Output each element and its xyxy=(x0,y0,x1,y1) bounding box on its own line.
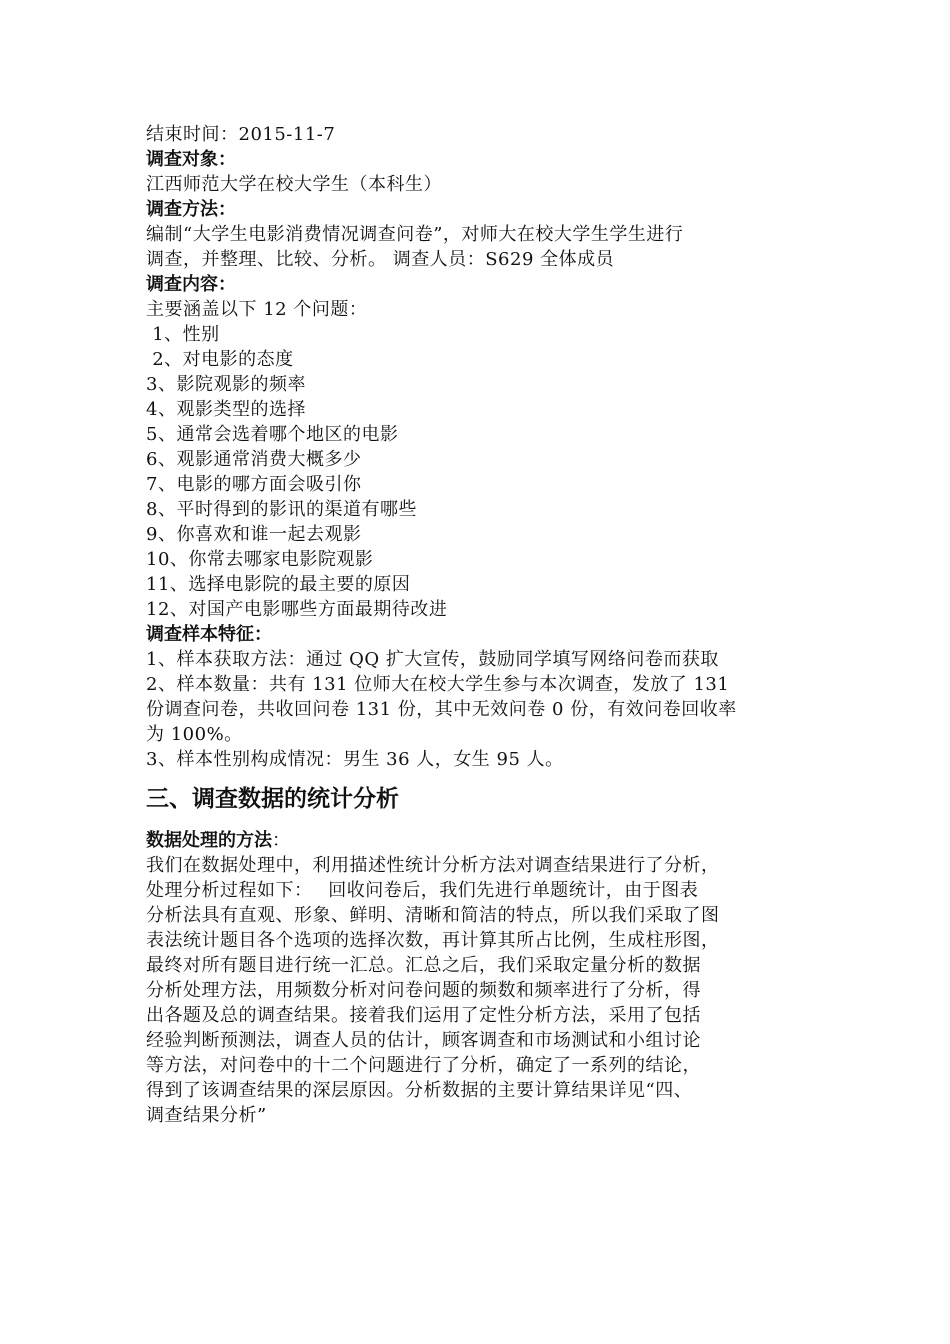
survey-content-intro: 主要涵盖以下 12 个问题： xyxy=(146,299,368,320)
list-item: 10、你常去哪家电影院观影 xyxy=(146,549,374,570)
list-item: 1、性别 xyxy=(146,324,220,345)
paragraph-line: 等方法，对问卷中的十二个问题进行了分析，确定了一系列的结论， xyxy=(146,1055,701,1076)
paragraph-line: 分析法具有直观、形象、鲜明、清晰和简洁的特点，所以我们采取了图 xyxy=(146,905,720,926)
survey-method-line-1: 编制“大学生电影消费情况调查问卷”，对师大在校大学生学生进行 xyxy=(146,224,684,245)
list-item: 7、电影的哪方面会吸引你 xyxy=(146,474,362,495)
data-processing-heading xyxy=(146,828,816,853)
list-item: 9、你喜欢和谁一起去观影 xyxy=(146,524,362,545)
end-time-line: 结束时间：2015-11-7 xyxy=(146,124,336,145)
sample-features-heading: 调查样本特征： xyxy=(146,624,272,645)
sample-feature-item-1: 1、样本获取方法：通过 QQ 扩大宣传，鼓励同学填写网络问卷而获取 xyxy=(146,649,719,670)
paragraph-line: 我们在数据处理中，利用描述性统计分析方法对调查结果进行了分析， xyxy=(146,855,720,876)
survey-method-line-2: 调查，并整理、比较、分析。 调查人员：S629 全体成员 xyxy=(146,249,615,270)
sample-feature-item-2-line-2: 份调查问卷，共收回问卷 131 份，其中无效问卷 0 份，有效问卷回收率 xyxy=(146,699,737,720)
list-item: 6、观影通常消费大概多少 xyxy=(146,449,362,470)
sample-feature-item-2-line-1: 2、样本数量：共有 131 位师大在校大学生参与本次调查，发放了 131 xyxy=(146,674,730,695)
data-processing-heading-text: 数据处理的方法 xyxy=(146,830,272,851)
paragraph-line: 出各题及总的调查结果。接着我们运用了定性分析方法，采用了包括 xyxy=(146,1005,701,1026)
paragraph-line: 经验判断预测法，调查人员的估计，顾客调查和市场测试和小组讨论 xyxy=(146,1030,701,1051)
list-item: 3、影院观影的频率 xyxy=(146,374,306,395)
list-item: 8、平时得到的影讯的渠道有哪些 xyxy=(146,499,417,520)
paragraph-line: 得到了该调查结果的深层原因。分析数据的主要计算结果详见“四、 xyxy=(146,1080,693,1101)
paragraph-line: 调查结果分析” xyxy=(146,1105,267,1126)
list-item: 5、通常会选着哪个地区的电影 xyxy=(146,424,399,445)
paragraph-line: 分析处理方法，用频数分析对问卷问题的频数和频率进行了分析，得 xyxy=(146,980,701,1001)
paragraph-line: 最终对所有题目进行统一汇总。汇总之后，我们采取定量分析的数据 xyxy=(146,955,701,976)
survey-object-text: 江西师范大学在校大学生（本科生） xyxy=(146,174,442,195)
list-item: 4、观影类型的选择 xyxy=(146,399,306,420)
section-title: 三、调查数据的统计分析 xyxy=(146,786,399,812)
sample-feature-item-3: 3、样本性别构成情况：男生 36 人，女生 95 人。 xyxy=(146,749,564,770)
list-item: 2、对电影的态度 xyxy=(146,349,294,370)
data-processing-heading-colon: ： xyxy=(272,830,290,851)
survey-content-heading: 调查内容： xyxy=(146,274,236,295)
paragraph-line: 处理分析过程如下： 回收问卷后，我们先进行单题统计，由于图表 xyxy=(146,880,699,901)
paragraph-line: 表法统计题目各个选项的选择次数，再计算其所占比例，生成柱形图， xyxy=(146,930,720,951)
list-item: 11、选择电影院的最主要的原因 xyxy=(146,574,411,595)
survey-method-heading: 调查方法： xyxy=(146,199,236,220)
list-item: 12、对国产电影哪些方面最期待改进 xyxy=(146,599,448,620)
survey-object-heading: 调查对象： xyxy=(146,149,236,170)
document-content xyxy=(146,122,816,1128)
analysis-paragraph xyxy=(146,853,816,1128)
sample-feature-item-2-line-3: 为 100%。 xyxy=(146,724,243,745)
